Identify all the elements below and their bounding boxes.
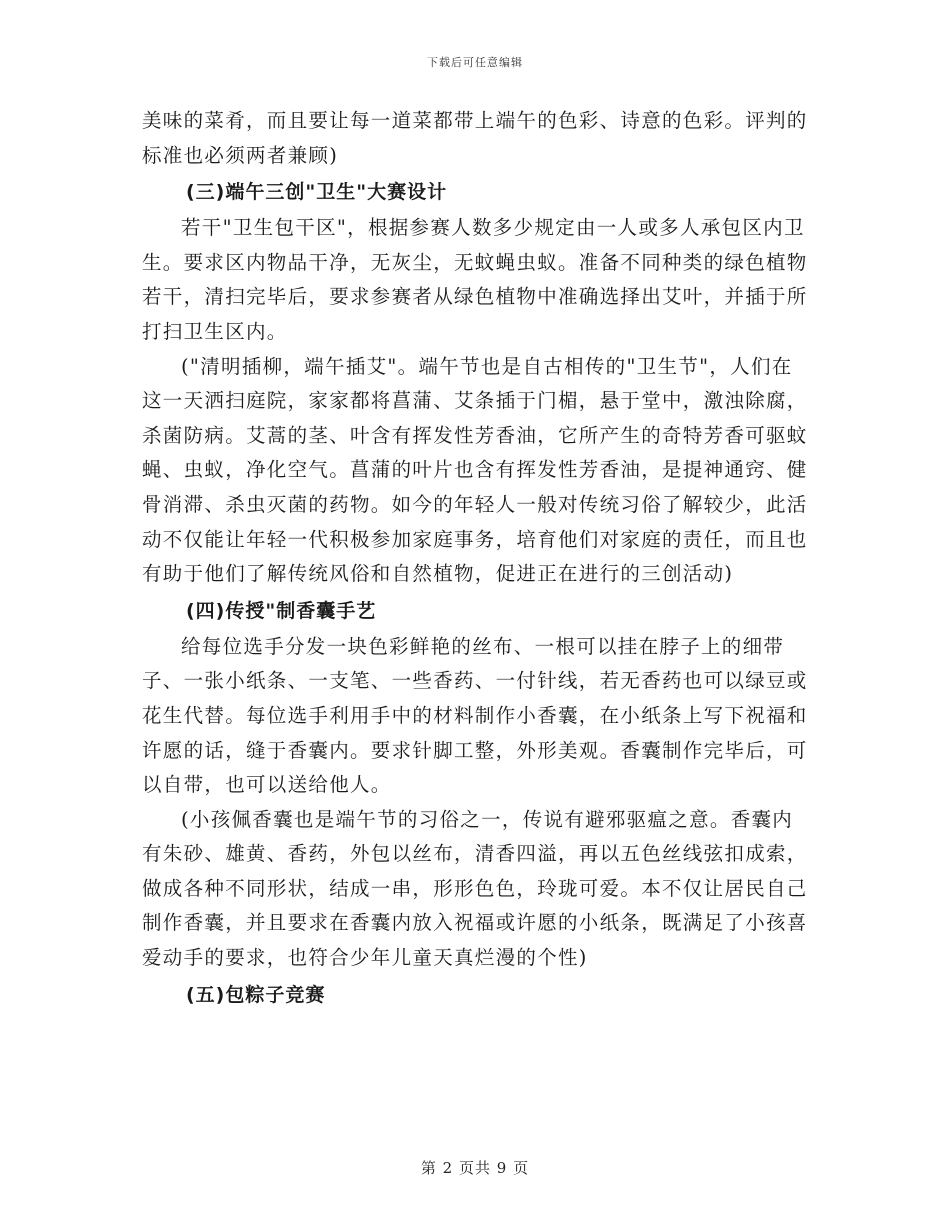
document-body [142,104,812,1014]
paragraph-hygiene-contest: 若干"卫生包干区"，根据参赛人数多少规定由一人或多人承包区内卫生。要求区内物品干净，无灰尘，无蚊蝇虫蚁。准备不同种类的绿色植物若干，清扫完毕后，要求参赛者从绿色植物中准确选择出艾叶，并插于所打扫卫生区内。 [142,216,808,343]
page-header-note: 下载后可任意编辑 [427,56,523,69]
paragraph-sachet-craft: 给每位选手分发一块色彩鲜艳的丝布、一根可以挂在脖子上的细带子、一张小纸条、一支笔、一些香药、一付针线，若无香药也可以绿豆或花生代替。每位选手利用手中的材料制作小香囊，在小纸条上写下祝福和许愿的话，缝于香囊内。要求针脚工整，外形美观。香囊制作完毕后，可以自带，也可以送给他人。 [142,634,808,797]
page-footer: 第 2 页共 9 页 [420,1159,530,1177]
paragraph-hygiene-note: ("清明插柳，端午插艾"。端午节也是自古相传的"卫生节"，人们在这一天洒扫庭院，家家都将菖蒲、艾条插于门楣，悬于堂中，激浊除腐，杀菌防病。艾蒿的茎、叶含有挥发性芳香油，它所产生的奇特芳香可驱蚊蝇、虫蚁，净化空气。菖蒲的叶片也含有挥发性芳香油，是提神通窍、健骨消滞、杀虫灭菌的药物。如今的年轻人一般对传统习俗了解较少，此活动不仅能让年轻一代积极参加家庭事务，培育他们对家庭的责任，而且也有助于他们了解传统风俗和自然植物，促进正在进行的三创活动) [142,354,808,586]
section-heading-3: (三)端午三创"卫生"大赛设计 [186,181,448,204]
paragraph-continuation: 美味的菜肴，而且要让每一道菜都带上端午的色彩、诗意的色彩。评判的标准也必须两者兼顾) [142,109,808,167]
section-heading-5: (五)包粽子竞赛 [186,983,326,1006]
paragraph-sachet-note: (小孩佩香囊也是端午节的习俗之一，传说有避邪驱瘟之意。香囊内有朱砂、雄黄、香药，外包以丝布，清香四溢，再以五色丝线弦扣成索，做成各种不同形状，结成一串，形形色色，玲珑可爱。本不仅让居民自己制作香囊，并且要求在香囊内放入祝福或许愿的小纸条，既满足了小孩喜爱动手的要求，也符合少年儿童天真烂漫的个性) [142,807,808,970]
section-heading-4: (四)传授"制香囊手艺 [186,599,377,622]
